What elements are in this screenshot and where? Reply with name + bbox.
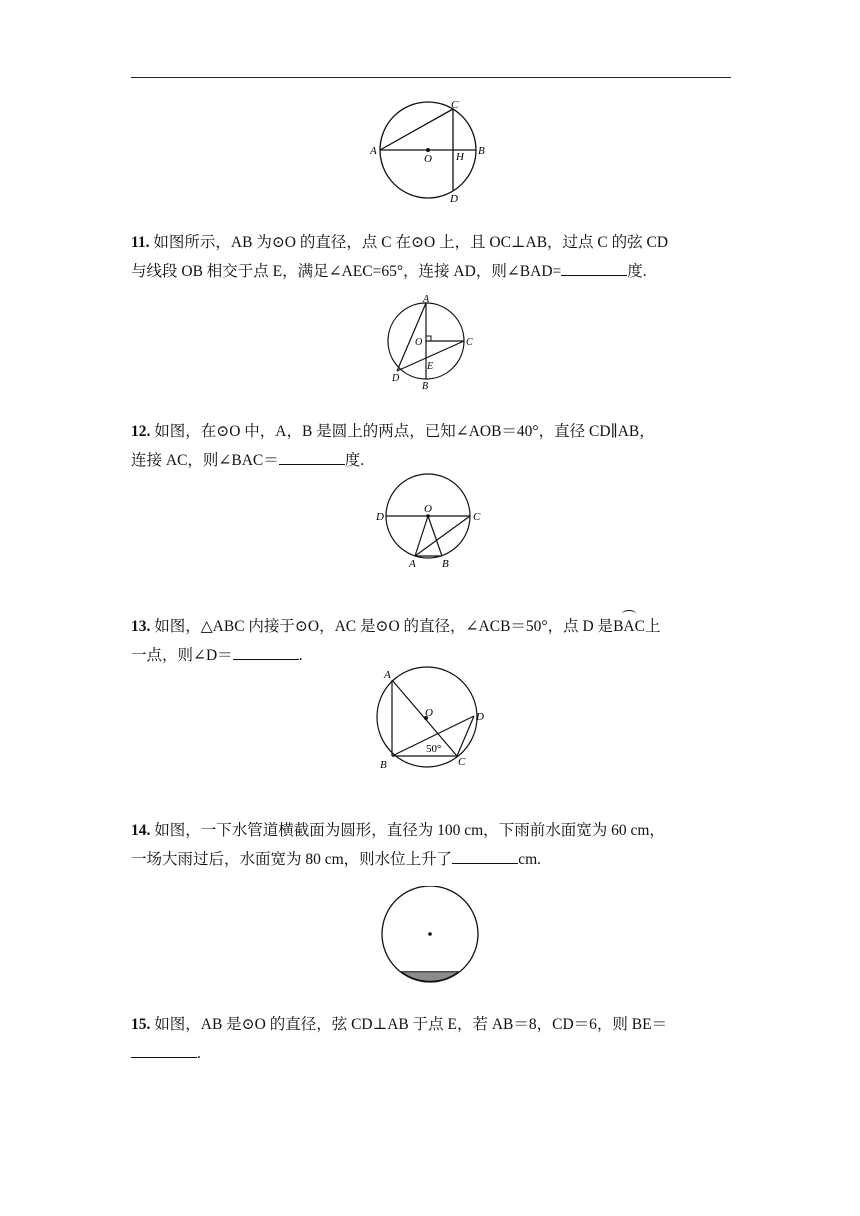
question-text-end: . <box>197 1045 201 1062</box>
question-number: 14. <box>131 822 151 839</box>
label-d: D <box>476 711 484 723</box>
question-text-line1: 如图，△ABC 内接于⊙O，AC 是⊙O 的直径，∠ACB＝50°，点 D 是 <box>154 618 614 635</box>
question-text-unit: 度. <box>627 263 647 280</box>
label-b: B <box>442 558 449 570</box>
question-text-line1-end: 上 <box>644 618 661 635</box>
question-text-line1: 如图，一下水管道横截面为圆形，直径为 100 cm，下雨前水面宽为 60 cm， <box>154 822 665 839</box>
label-o: O <box>415 337 423 348</box>
question-text-line1: 如图所示，AB 为⊙O 的直径，点 C 在⊙O 上，且 OC⊥AB，过点 C 的弦 CD <box>153 234 669 251</box>
question-number: 15. <box>131 1016 151 1033</box>
answer-blank[interactable] <box>561 261 627 276</box>
question-number: 12. <box>131 423 151 440</box>
arc-mark-icon <box>622 610 636 618</box>
label-o: O <box>425 707 433 719</box>
question-15 <box>131 1010 731 1068</box>
label-b: B <box>380 759 387 771</box>
question-text-line2: 一场大雨过后，水面宽为 80 cm，则水位上升了 <box>131 851 453 868</box>
label-a: A <box>423 294 430 305</box>
question-text-line2: 一点，则∠D＝ <box>131 647 233 664</box>
label-d: D <box>392 373 400 384</box>
question-number: 13. <box>131 618 151 635</box>
label-e: E <box>427 361 434 372</box>
question-11 <box>131 228 731 286</box>
answer-blank[interactable] <box>279 450 345 465</box>
figure-circle-cd-parallel-ab <box>372 470 492 570</box>
question-text-unit: cm. <box>518 851 541 868</box>
label-h: H <box>456 151 464 163</box>
angle-label: 50° <box>426 743 442 755</box>
label-b: B <box>478 145 485 157</box>
label-a: A <box>384 669 391 681</box>
label-a: A <box>409 558 416 570</box>
label-c: C <box>451 99 459 111</box>
question-14 <box>131 816 731 874</box>
figure-circle-oc-perp-ab <box>382 293 482 393</box>
arc-label: BAC <box>613 618 645 635</box>
label-c: C <box>473 511 481 523</box>
answer-blank[interactable] <box>131 1043 197 1058</box>
question-text-end: . <box>298 647 303 664</box>
label-d: D <box>376 511 384 523</box>
label-o: O <box>424 503 432 515</box>
label-o: O <box>424 153 432 165</box>
answer-blank[interactable] <box>452 849 518 864</box>
question-text-line2: 连接 AC，则∠BAC＝ <box>131 452 279 469</box>
figure-triangle-inscribed <box>370 666 495 774</box>
question-12 <box>131 417 731 475</box>
label-c: C <box>458 756 466 768</box>
question-13 <box>131 612 731 670</box>
figure-circle-ab-cd <box>366 96 496 206</box>
question-text-line2: 与线段 OB 相交于点 E，满足∠AEC=65°，连接 AD，则∠BAD= <box>131 263 562 280</box>
label-c: C <box>466 337 473 348</box>
label-d: D <box>450 193 458 205</box>
answer-blank[interactable] <box>233 645 299 660</box>
header-rule <box>131 77 731 78</box>
question-text-line1: 如图，在⊙O 中，A，B 是圆上的两点，已知∠AOB＝40°，直径 CD∥AB， <box>154 423 655 440</box>
label-a: A <box>370 145 377 157</box>
arc-bac <box>613 612 645 641</box>
question-text-line1: 如图，AB 是⊙O 的直径，弦 CD⊥AB 于点 E，若 AB＝8，CD＝6，则 BE＝ <box>154 1016 668 1033</box>
question-text-unit: 度. <box>344 452 365 469</box>
label-b: B <box>422 381 429 392</box>
figure-pipe-cross-section <box>376 886 486 990</box>
question-number: 11. <box>131 234 150 251</box>
